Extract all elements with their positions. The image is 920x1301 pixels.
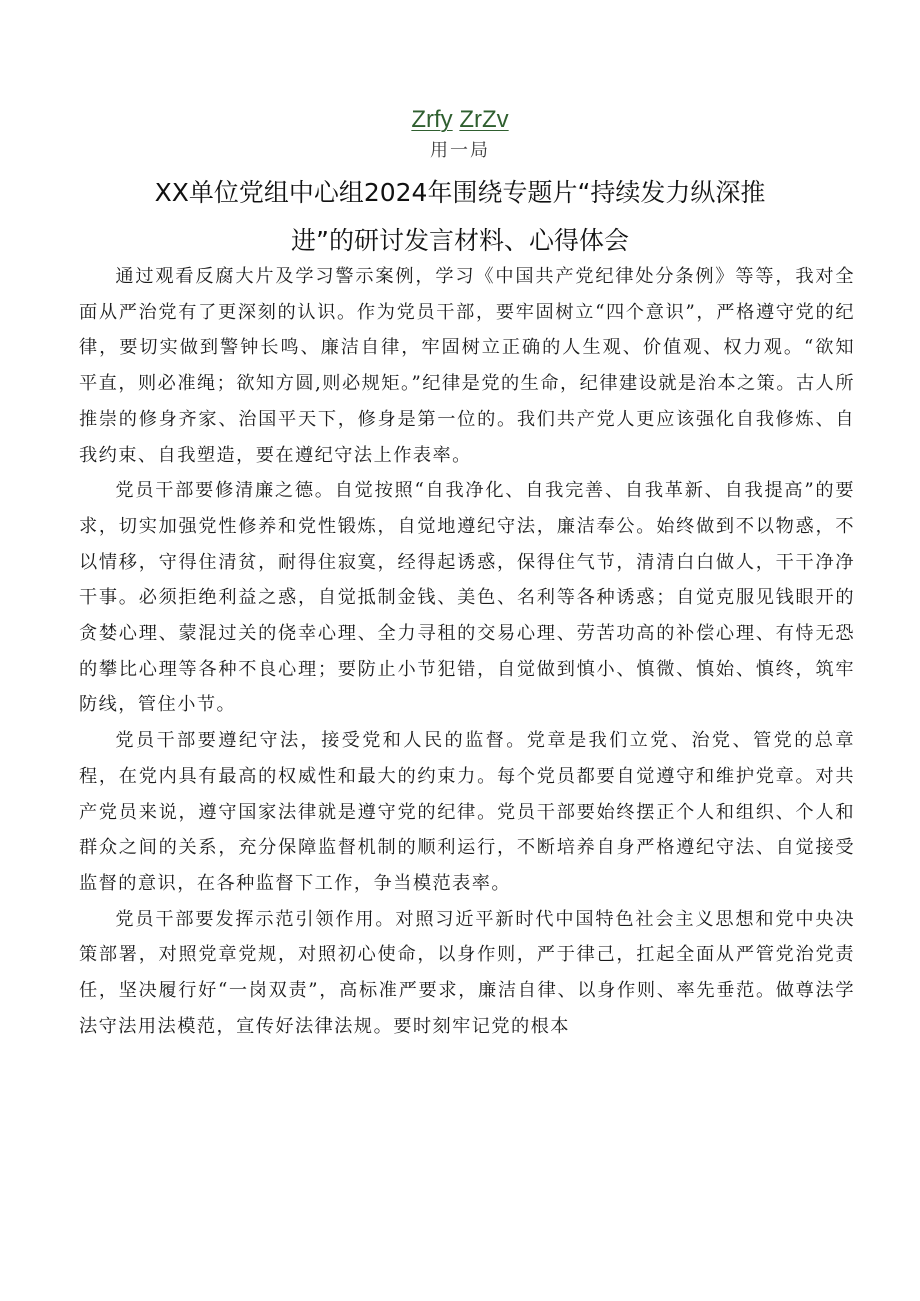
paragraph: 党员干部要发挥示范引领作用。对照习近平新时代中国特色社会主义思想和党中央决策部署，对照党章党规，对照初心使命，以身作则，严于律己，扛起全面从严管党治党责任，坚决履行好“一岗双责”，高标准严要求，廉洁自律、以身作则、率先垂范。做尊法学法守法用法模范，宣传好法律法规。要时刻牢记党的根本 bbox=[79, 908, 855, 1037]
header-code-right: ZrZv bbox=[459, 106, 509, 133]
document-title-line-1: XX单位党组中心组2024年围绕专题片“持续发力纵深推 bbox=[154, 178, 766, 207]
header-subtitle: 用一局 bbox=[430, 140, 490, 160]
document-body bbox=[79, 259, 855, 1044]
document-title-line-2: 进”的研讨发言材料、心得体会 bbox=[291, 226, 629, 255]
header-code bbox=[0, 106, 920, 134]
paragraph: 党员干部要遵纪守法，接受党和人民的监督。党章是我们立党、治党、管党的总章程，在党内具有最高的权威性和最大的约束力。每个党员都要自觉遵守和维护党章。对共产党员来说，遵守国家法律就是遵守党的纪律。党员干部要始终摆正个人和组织、个人和群众之间的关系，充分保障监督机制的顺利运行，不断培养自身严格遵纪守法、自觉接受监督的意识，在各种监督下工作，争当模范表率。 bbox=[79, 730, 855, 894]
header-code-left: Zrfy bbox=[411, 106, 453, 133]
paragraph: 党员干部要修清廉之德。自觉按照“自我净化、自我完善、自我革新、自我提高”的要求，切实加强党性修养和党性锻炼，自觉地遵纪守法，廉洁奉公。始终做到不以物惑，不以情移，守得住清贫，耐得住寂寞，经得起诱惑，保得住气节，清清白白做人，干干净净干事。必须拒绝利益之惑，自觉抵制金钱、美色、名利等各种诱惑；自觉克服见钱眼开的贪婪心理、蒙混过关的侥幸心理、全力寻租的交易心理、劳苦功高的补偿心理、有恃无恐的攀比心理等各种不良心理；要防止小节犯错，自觉做到慎小、慎微、慎始、慎终，筑牢防线，管住小节。 bbox=[79, 480, 855, 716]
paragraph: 通过观看反腐大片及学习警示案例，学习《中国共产党纪律处分条例》等等，我对全面从严治党有了更深刻的认识。作为党员干部，要牢固树立“四个意识”，严格遵守党的纪律，要切实做到警钟长鸣、廉洁自律，牢固树立正确的人生观、价值观、权力观。“欲知平直，则必准绳；欲知方圆,则必规矩。”纪律是党的生命，纪律建设就是治本之策。古人所推崇的修身齐家、治国平天下，修身是第一位的。我们共产党人更应该强化自我修炼、自我约束、自我塑造，要在遵纪守法上作表率。 bbox=[79, 266, 855, 466]
